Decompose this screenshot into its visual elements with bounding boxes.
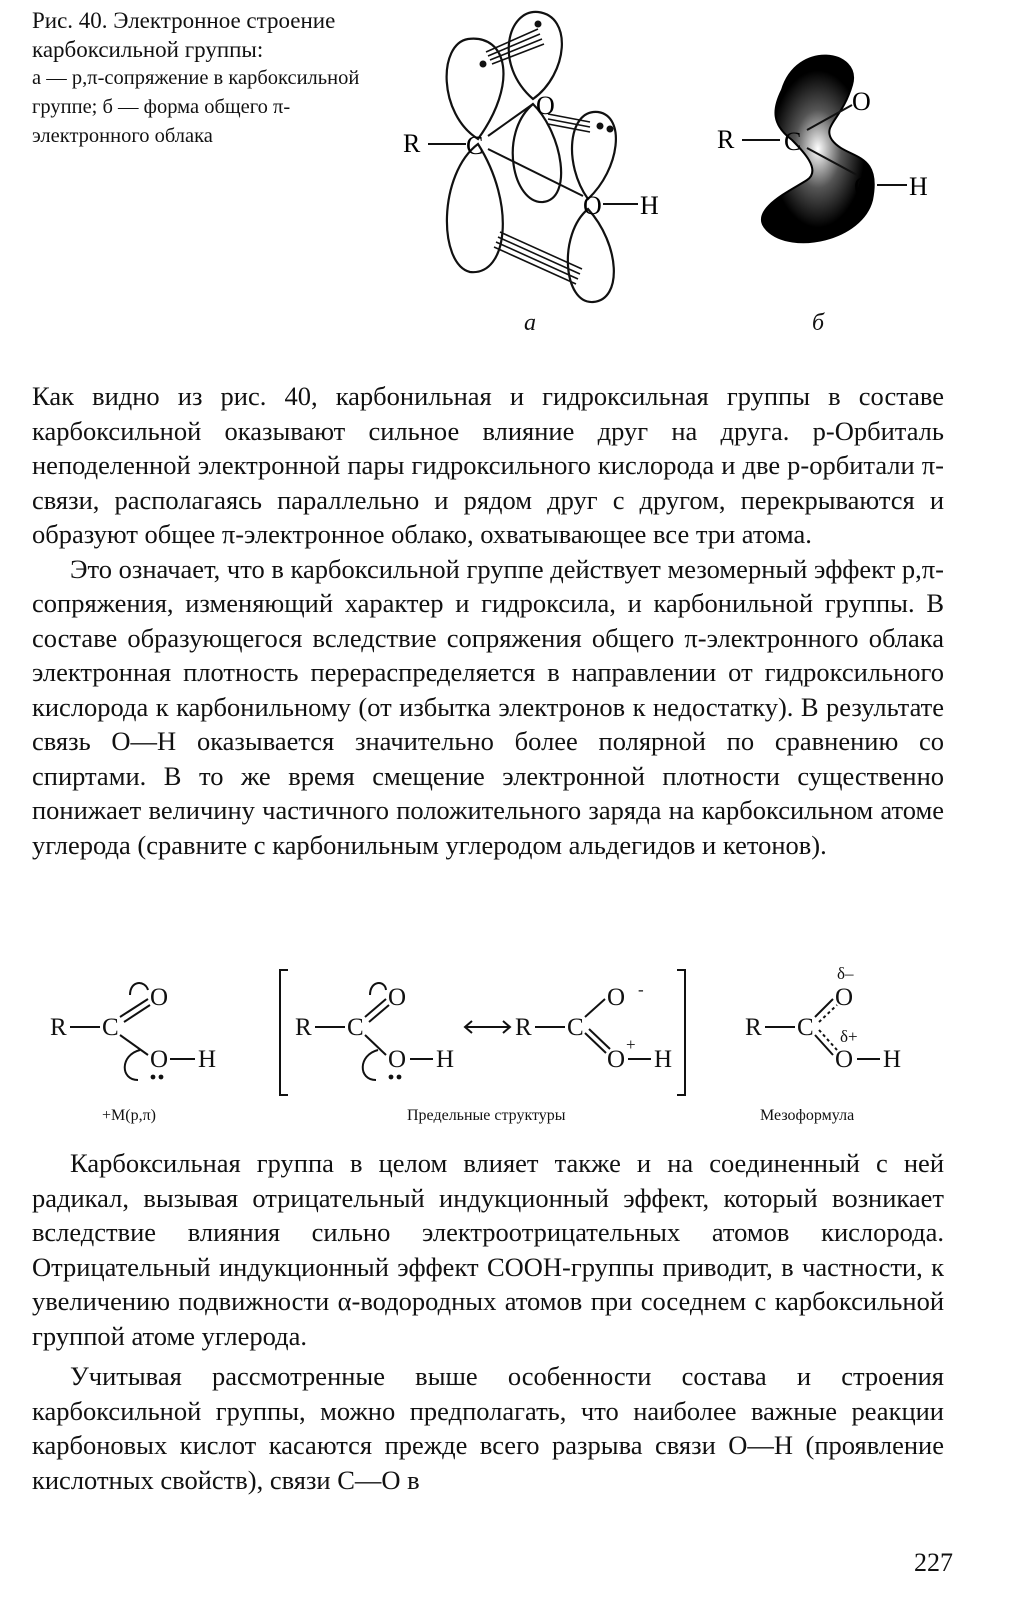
- s1-h: H: [198, 1046, 217, 1073]
- s4-c: C: [797, 1014, 814, 1041]
- s3-plus: +: [626, 1035, 636, 1054]
- s3-h: H: [654, 1046, 673, 1073]
- figure-caption-title: Рис. 40. Электронное строение карбоксильной группы:: [32, 8, 336, 62]
- figure-label-a: а: [524, 310, 536, 336]
- figure-caption-description: а — p,π-сопряжение в карбоксильной группе; б — форма общего π-электронного облака: [32, 67, 360, 147]
- cloud-atom-c: C: [784, 127, 802, 156]
- atom-r: R: [403, 129, 421, 158]
- delta-plus: δ+: [840, 1027, 858, 1046]
- delta-minus: δ–: [837, 964, 854, 983]
- atom-o-hydroxyl: O: [583, 191, 602, 220]
- s2-c: C: [347, 1014, 364, 1041]
- s1-o1: O: [150, 984, 169, 1011]
- s2-h: H: [436, 1046, 455, 1073]
- figure-caption: [32, 6, 377, 151]
- cloud-atom-h: H: [909, 172, 928, 201]
- s1-r: R: [50, 1014, 67, 1041]
- figure-b-electron-cloud: [712, 30, 972, 290]
- paragraph-3: Карбоксильная группа в целом влияет также и на соединенный с ней радикал, вызывая отрицательный индукционный эффект, который возникает вследствие влияния сильно электроотрицательных атомов кислорода. Отрицательный индукционный эффект COOH-группы приводит, в частности, к увеличению подвижности α-водородных атомов при соседнем с карбоксильной группой атоме углерода.: [32, 1148, 944, 1351]
- atom-h: H: [640, 191, 659, 220]
- s3-r: R: [515, 1014, 532, 1041]
- atom-o-carbonyl: O: [536, 91, 555, 120]
- atom-c: C: [466, 131, 484, 160]
- caption-mesoformula: Мезоформула: [760, 1107, 855, 1124]
- s3-o2: O: [607, 1046, 626, 1073]
- paragraph-2: Это означает, что в карбоксильной группе действует мезомерный эффект p,π-сопряжения, изменяющий характер и гидроксила, и карбонильной группы. В составе образующегося вследствие сопряжения общего π-электронного облака электронная плотность перераспределяется в направлении от гидроксильного кислорода к карбонильному (от избытка электронов к недостатку). В результате связь O—H оказывается значительно более полярной по сравнению со спиртами. В то же время смещение электронной плотности существенно понижает величину частичного положительного заряда на карбоксильном атоме углерода (сравните с карбонильным углеродом альдегидов и кетонов).: [32, 553, 944, 860]
- s1-c: C: [102, 1014, 119, 1041]
- s4-o1: O: [835, 984, 854, 1011]
- cloud-atom-r: R: [717, 125, 735, 154]
- s4-o2: O: [835, 1046, 854, 1073]
- paragraph-1: Как видно из рис. 40, карбонильная и гидроксильная группы в составе карбоксильной оказывают сильное влияние друг на друга. p-Орбиталь неподеленной электронной пары гидроксильного кислорода и две p-орбитали π-связи, располагаясь параллельно и рядом друг с другом, перекрываются и образуют общее π-электронное облако, охватывающее все три атома.: [32, 381, 944, 549]
- figure-a-orbital-diagram: [398, 4, 698, 334]
- s4-r: R: [745, 1014, 762, 1041]
- page-number: 227: [914, 1548, 953, 1577]
- text-block-2: [32, 1146, 944, 1497]
- s3-c: C: [567, 1014, 584, 1041]
- paragraph-4: Учитывая рассмотренные выше особенности состава и строения карбоксильной группы, можно предполагать, что наиболее важные реакции карбоновых кислот касаются прежде всего разрыва связи O—H (проявление кислотных свойств), связи C—O в: [32, 1361, 944, 1495]
- caption-effect: +M(p,π): [102, 1107, 156, 1124]
- figure-label-b: б: [812, 310, 825, 336]
- s2-r: R: [295, 1014, 312, 1041]
- cloud-atom-o-carbonyl: O: [852, 87, 871, 116]
- conjugation-schemes: [40, 955, 980, 1135]
- s3-minus: -: [638, 980, 644, 999]
- s2-o2: O: [388, 1046, 407, 1073]
- cloud-atom-o-hydroxyl: O: [854, 172, 873, 201]
- text-block-1: [32, 379, 944, 862]
- s1-o2: O: [150, 1046, 169, 1073]
- s4-h: H: [883, 1046, 902, 1073]
- caption-limiting-structures: Предельные структуры: [407, 1107, 566, 1124]
- s3-o1: O: [607, 984, 626, 1011]
- s2-o1: O: [388, 984, 407, 1011]
